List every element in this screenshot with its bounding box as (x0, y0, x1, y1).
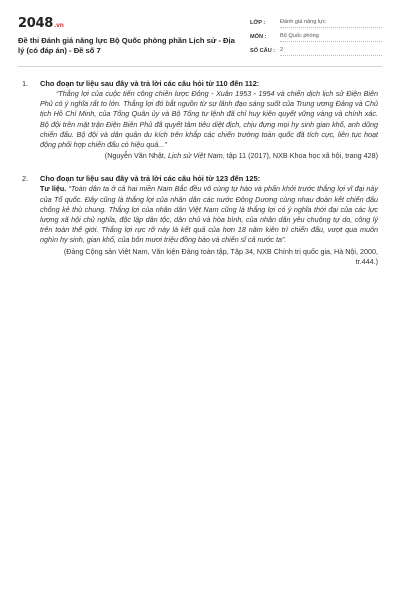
document-title: Đề thi Đánh giá năng lực Bộ Quốc phòng phần Lịch sử - Địa lý (có đáp án) - Đề số 7 (18, 36, 235, 55)
logo-suffix: .vn (53, 22, 64, 29)
document-body (22, 78, 378, 279)
question-quote (40, 184, 378, 245)
quote-text: “Toàn dân ta ở cả hai miền Nam Bắc đều vô cùng tự hào và phấn khởi trước thắng lợi vĩ đại này của Tổ quốc. Đây cũng là thắng lợi của nhân dân các nước Đông Dương cùng nhau đoàn kết chiến đấu chống kẻ thù chung. Thắng lợi của nhân dân Việt Nam cũng là thắng lợi có ý nghĩa thời đại của các lực lượng xã hội chủ nghĩa, độc lập dân tộc, dân chủ và hòa bình, của nhân dân yêu chuộng tự do, công lý trên toàn thế giới. Thắng lợi rực rỡ này là kết quả của hơn 18 năm kiên trì chiến đấu, vượt qua muôn nghìn hy sinh, gian khổ, của bốn mươi triệu đồng bào và chiến sĩ cả nước ta”. (40, 184, 378, 245)
question-number: 1. (22, 79, 29, 88)
question-heading: Cho đoạn tư liệu sau đây và trả lời các câu hỏi từ 110 đến 112: (40, 79, 260, 88)
page-header (18, 10, 382, 64)
question-source (40, 151, 378, 161)
question-heading: Cho đoạn tư liệu sau đây và trả lời các câu hỏi từ 123 đến 125: (40, 174, 261, 184)
site-logo[interactable] (18, 16, 64, 31)
source-text: , tập 11 (2017), NXB Khoa học xã hội, trang 428) (222, 151, 378, 161)
meta-value: Đánh giá năng lực (280, 18, 382, 28)
source-text: (Đảng Cộng sản Việt Nam, Văn kiện Đảng toàn tập, Tập 34, NXB Chính trị quốc gia, Hà Nội, 2000, tr.444.) (63, 246, 378, 266)
meta-label: SỐ CÂU : (250, 48, 276, 54)
meta-value: 2 (280, 46, 382, 56)
source-title: Lịch sử Việt Nam (167, 151, 223, 161)
question-source (40, 247, 378, 267)
meta-label: LỚP : (250, 20, 266, 26)
question-item (22, 78, 378, 161)
meta-row-subject (250, 30, 382, 44)
meta-row-count (250, 44, 382, 58)
question-number: 2. (22, 174, 29, 184)
question-item (22, 173, 378, 267)
quote-lead: Tư liệu. (40, 184, 67, 194)
header-divider (18, 66, 382, 67)
question-quote: “Thắng lợi của cuộc tiến công chiến lược Đông - Xuân 1953 - 1954 và chiến dịch lịch sử Điện Biên Phủ có ý nghĩa rất to lớn. Thắng lợi đó bắt nguồn từ sự lãnh đạo sáng suốt của Trung ương Đảng và Chủ tịch Hồ Chí Minh, của Tổng Quân ủy và Bộ Tổng tư lệnh đã chỉ huy kiên quyết vững vàng và chính xác. Bộ đội trên mặt trận Điện Biên Phủ đã quyết tâm tiêu diệt địch, chịu đựng mọi hy sinh gian khổ, anh dũng chiến đấu. Bộ đội và dân quân du kích trên khắp các chiến trường toàn quốc đã tích cực, liên tục hoạt động phối hợp chiến đấu có hiệu quả...” (40, 89, 378, 150)
document-meta (250, 16, 382, 58)
source-text: (Nguyễn Văn Nhật, (104, 151, 168, 161)
meta-value: Bộ Quốc phòng (280, 32, 382, 42)
meta-row-class (250, 16, 382, 30)
logo-text: 2048 (18, 16, 53, 31)
meta-label: MÔN : (250, 34, 267, 40)
